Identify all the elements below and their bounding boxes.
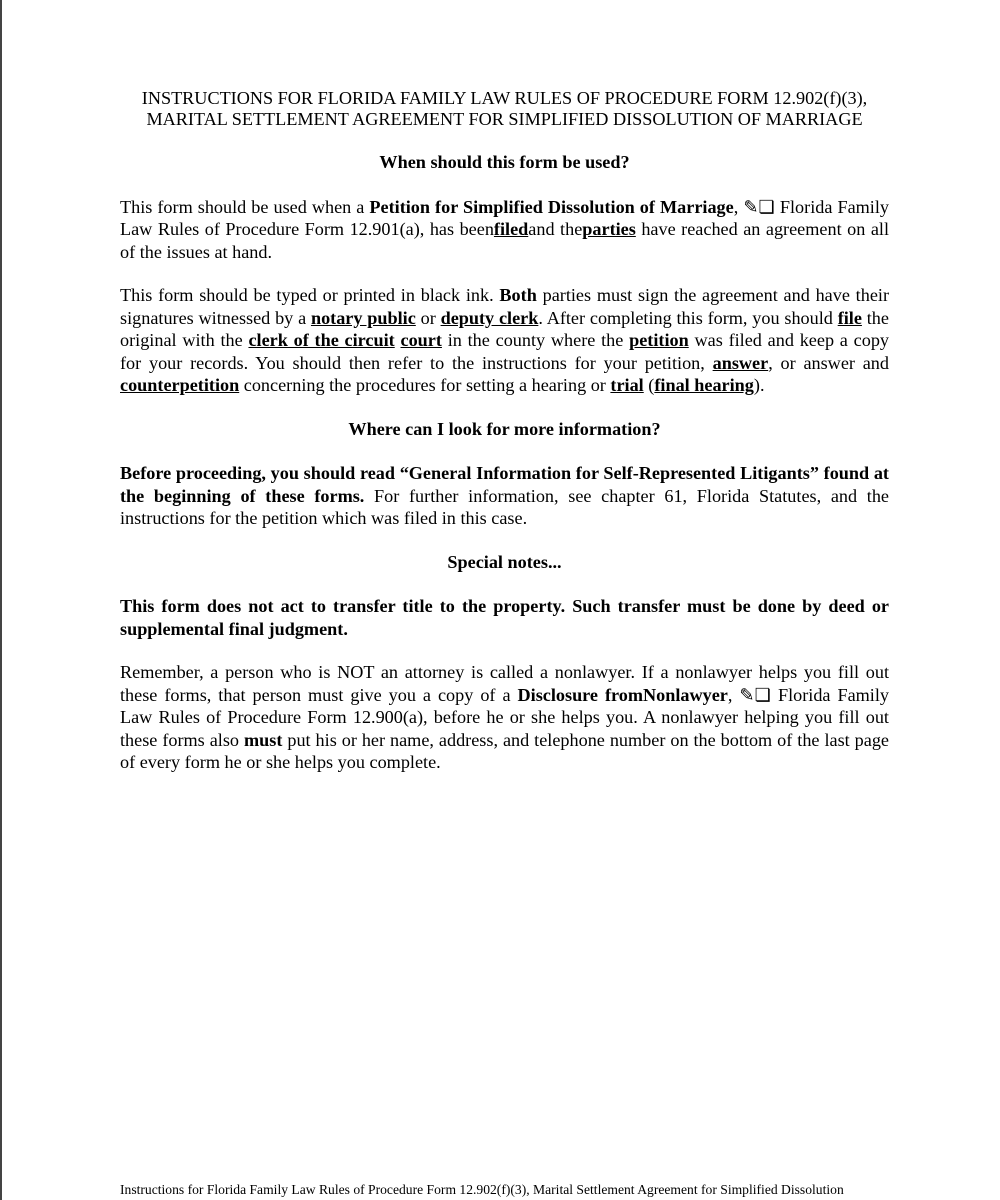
page-footer: Instructions for Florida Family Law Rules of Procedure Form 12.902(f)(3), Marital Settlement Agreement for Simplified Dissolution	[120, 1182, 844, 1197]
term-filed: filed	[493, 219, 529, 239]
document-body	[120, 88, 889, 795]
heading-when-used: When should this form be used?	[379, 152, 630, 172]
text-span: ,	[733, 196, 744, 217]
term-final-hearing: final hearing	[654, 375, 754, 395]
text-span: Florida Family Law Rules of Procedure Form 12.901(a), has been	[120, 196, 890, 239]
title-line-2: MARITAL SETTLEMENT AGREEMENT FOR SIMPLIFIED DISSOLUTION OF MARRIAGE	[146, 108, 863, 129]
text-span: and the	[528, 219, 583, 239]
title-line-1: INSTRUCTIONS FOR FLORIDA FAMILY LAW RULES OF PROCEDURE FORM 12.902(f)(3),	[141, 88, 868, 108]
paragraph-more-information	[120, 462, 889, 530]
text-span: ).	[753, 375, 765, 395]
term-petition: petition	[629, 330, 689, 350]
page-edge	[0, 0, 2, 1200]
text-span: parties must sign the agreement and have their signatures witnessed by a	[120, 285, 889, 328]
bold-both: Both	[499, 285, 537, 305]
document-title	[120, 88, 889, 129]
text-span: This form should be typed or printed in black ink.	[120, 285, 500, 305]
bold-must: must	[243, 729, 283, 750]
text-span: Remember, a person who is NOT an attorney is called a nonlawyer. If a nonlawyer helps you fill out these forms, that person must give you a copy of a	[120, 662, 889, 705]
term-answer: answer	[712, 352, 769, 373]
text-span: in the county where the	[441, 330, 630, 350]
term-parties: parties	[582, 219, 636, 239]
text-span: , or answer and	[768, 352, 889, 373]
text-span: Florida Family Law Rules of Procedure Form 12.900(a), before he or she helps you. A nonlawyer helping you fill out these forms also	[120, 684, 889, 750]
text-span: For further information, see chapter 61, Florida Statutes, and the instructions for the petition which was filed in this case.	[120, 485, 889, 528]
term-deputy-clerk: deputy clerk	[440, 307, 539, 328]
term-counterpetition: counterpetition	[120, 375, 240, 395]
term-trial: trial	[610, 375, 644, 395]
bold-disclosure-from-nonlawyer: Disclosure fromNonlawyer	[517, 684, 728, 705]
text-span: ,	[727, 684, 740, 705]
bold-petition-simplified-dissolution: Petition for Simplified Dissolution of Marriage	[369, 196, 734, 217]
heading-more-information: Where can I look for more information?	[348, 418, 661, 439]
text-span: or	[415, 307, 441, 328]
term-notary-public: notary public	[310, 307, 416, 328]
text-span: have reached an agreement on all of the issues at hand.	[120, 219, 890, 262]
term-clerk-of-the-circuit: clerk of the circuit	[248, 330, 395, 350]
paragraph-special-note-nonlawyer	[120, 661, 889, 774]
heading-special-notes: Special notes...	[447, 551, 562, 572]
term-court: court	[400, 330, 442, 350]
text-span: (	[643, 375, 655, 395]
form-reference-icon: ✎❏	[743, 196, 775, 217]
text-span: put his or her name, address, and telephone number on the bottom of the last page of every form he or she helps you complete.	[120, 729, 889, 772]
text-span: This form should be used when a	[120, 196, 370, 217]
text-span: was filed and keep a copy for your records. You should then refer to the instructions for your petition,	[120, 330, 890, 373]
form-reference-icon: ✎❏	[739, 684, 771, 705]
paragraph-special-note-transfer	[120, 595, 889, 640]
paragraph-when-used-1	[120, 196, 889, 264]
paragraph-when-used-2	[120, 284, 889, 397]
text-span: the original with the	[120, 307, 889, 350]
bold-transfer-title-note: This form does not act to transfer title to the property. Such transfer must be done by deed or supplemental final judgment.	[120, 596, 889, 639]
term-file: file	[837, 307, 862, 328]
text-span: . After completing this form, you should	[538, 307, 838, 328]
bold-before-proceeding: Before proceeding, you should read “General Information for Self-Represented Litigants” found at the beginning of these forms.	[120, 463, 889, 506]
text-span: concerning the procedures for setting a hearing or	[239, 375, 611, 395]
